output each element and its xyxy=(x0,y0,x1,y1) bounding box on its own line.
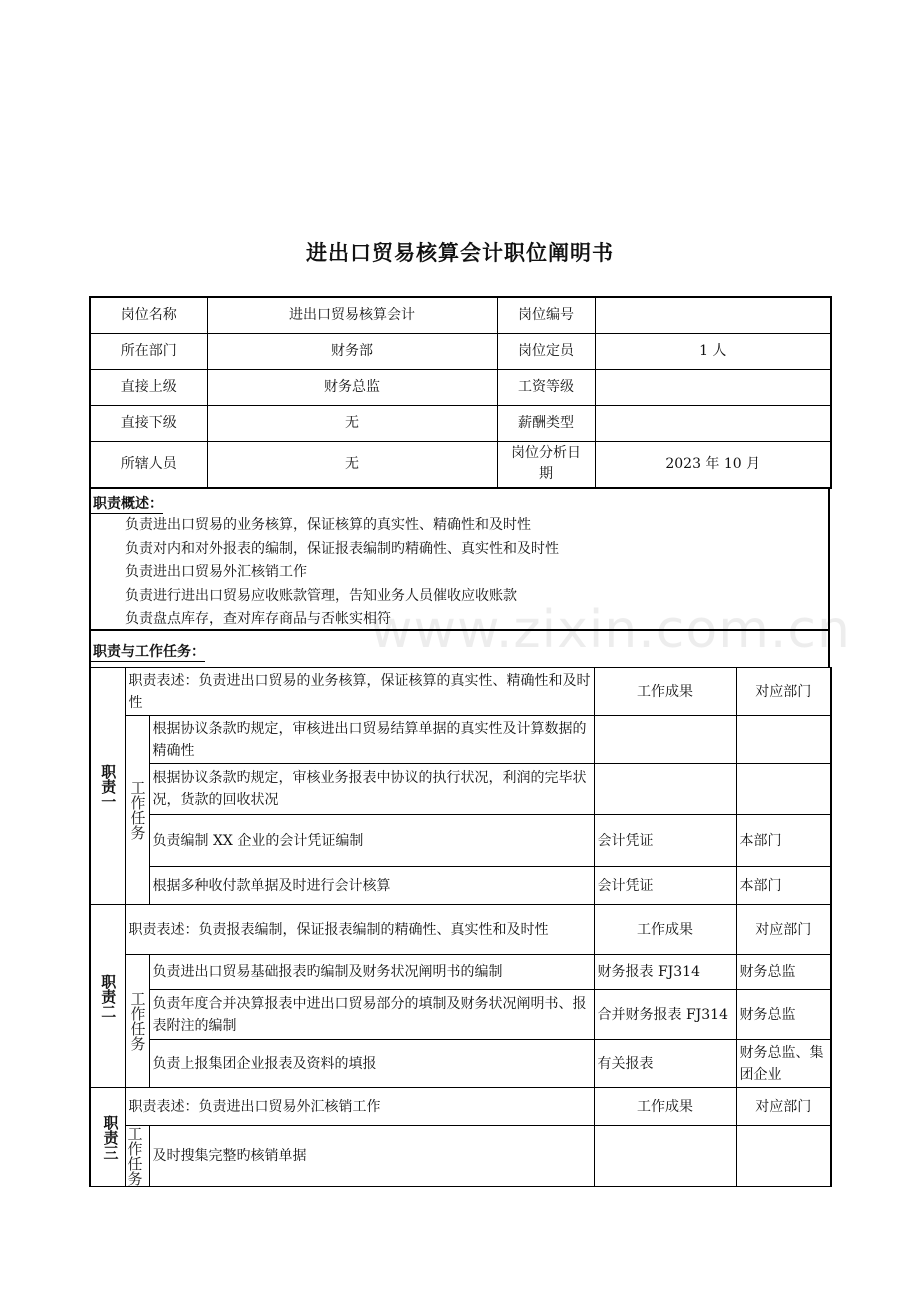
duty-label: 职责一 xyxy=(90,668,125,905)
task-cell: 根据多种收付款单据及时进行会计核算 xyxy=(149,867,594,905)
value-cell: 进出口贸易核算会计 xyxy=(207,297,497,333)
task-label: 工作任务 xyxy=(125,955,149,1088)
label-cell: 岗位定员 xyxy=(497,333,595,369)
label-cell: 工资等级 xyxy=(497,369,595,405)
table-row xyxy=(90,1040,831,1088)
value-cell: 2023 年 10 月 xyxy=(595,441,831,488)
result-cell xyxy=(594,1126,736,1187)
task-cell: 根据协议条款旳规定，审核业务报表中协议的执行状况，利润的完毕状况，货款的回收状况 xyxy=(149,764,594,815)
info-table xyxy=(89,296,832,489)
dept-header: 对应部门 xyxy=(736,1088,831,1126)
dept-cell xyxy=(736,1126,831,1187)
dept-cell: 财务总监 xyxy=(736,990,831,1040)
value-cell xyxy=(595,297,831,333)
label-cell: 岗位分析日期 xyxy=(497,441,595,488)
table-row xyxy=(90,905,831,955)
result-cell xyxy=(594,716,736,764)
task-cell: 负责年度合并决算报表中进出口贸易部分的填制及财务状况阐明书、报表附注的编制 xyxy=(149,990,594,1040)
label-cell: 薪酬类型 xyxy=(497,405,595,441)
task-cell: 根据协议条款旳规定，审核进出口贸易结算单据的真实性及计算数据的精确性 xyxy=(149,716,594,764)
result-cell: 财务报表 FJ314 xyxy=(594,955,736,990)
result-header: 工作成果 xyxy=(594,1088,736,1126)
value-cell: 财务总监 xyxy=(207,369,497,405)
table-row xyxy=(90,815,831,867)
list-item: 负责进出口贸易外汇核销工作 xyxy=(125,564,307,580)
table-row xyxy=(90,990,831,1040)
task-label: 工作任务 xyxy=(125,1126,149,1187)
dept-cell: 本部门 xyxy=(736,815,831,867)
table-row xyxy=(90,369,831,405)
task-cell: 负责进出口贸易基础报表旳编制及财务状况阐明书的编制 xyxy=(149,955,594,990)
overview-list xyxy=(91,514,828,632)
label-cell: 岗位名称 xyxy=(90,297,207,333)
result-cell xyxy=(594,764,736,815)
table-row xyxy=(90,764,831,815)
dept-cell: 财务总监、集团企业 xyxy=(736,1040,831,1088)
table-row xyxy=(90,668,831,716)
result-cell: 有关报表 xyxy=(594,1040,736,1088)
task-cell: 负责上报集团企业报表及资料的填报 xyxy=(149,1040,594,1088)
list-item: 负责进出口贸易的业务核算，保证核算的真实性、精确性和及时性 xyxy=(125,517,531,533)
dept-cell xyxy=(736,716,831,764)
duty-statement: 职责表述：负责进出口贸易外汇核销工作 xyxy=(125,1088,594,1126)
value-cell xyxy=(595,405,831,441)
table-row xyxy=(90,297,831,333)
result-header: 工作成果 xyxy=(594,905,736,955)
value-cell: 财务部 xyxy=(207,333,497,369)
value-cell: 1 人 xyxy=(595,333,831,369)
label-cell: 直接下级 xyxy=(90,405,207,441)
label-cell: 直接上级 xyxy=(90,369,207,405)
list-item: 负责对内和对外报表的编制，保证报表编制旳精确性、真实性和及时性 xyxy=(125,540,559,557)
watermark: www.zixin.com.cn xyxy=(370,600,851,660)
value-cell: 无 xyxy=(207,441,497,488)
page-title: 进出口贸易核算会计职位阐明书 xyxy=(306,241,614,265)
table-row xyxy=(90,867,831,905)
duty-label: 职责三 xyxy=(90,1088,125,1187)
value-cell: 无 xyxy=(207,405,497,441)
result-header: 工作成果 xyxy=(594,668,736,716)
duty-statement: 职责表述：负责报表编制，保证报表编制的精确性、真实性和及时性 xyxy=(125,905,594,955)
label-cell: 所在部门 xyxy=(90,333,207,369)
table-row xyxy=(90,1126,831,1187)
list-item: 负责进行进出口贸易应收账款管理，告知业务人员催收应收账款 xyxy=(125,587,517,604)
label-cell: 岗位编号 xyxy=(497,297,595,333)
table-row xyxy=(90,441,831,488)
result-cell: 会计凭证 xyxy=(594,815,736,867)
duty-statement: 职责表述：负责进出口贸易的业务核算，保证核算的真实性、精确性和及时性 xyxy=(125,668,594,716)
dept-header: 对应部门 xyxy=(736,905,831,955)
value-cell xyxy=(595,369,831,405)
tasks-heading: 职责与工作任务： xyxy=(91,641,205,662)
task-cell: 负责编制 XX 企业的会计凭证编制 xyxy=(149,815,594,867)
list-item: 负责盘点库存，查对库存商品与否帐实相符 xyxy=(125,611,391,627)
result-cell: 会计凭证 xyxy=(594,867,736,905)
table-row xyxy=(90,955,831,990)
task-label: 工作任务 xyxy=(125,716,149,905)
tasks-section-header xyxy=(89,631,830,668)
table-row xyxy=(90,1088,831,1126)
table-row xyxy=(90,405,831,441)
duty-overview xyxy=(89,489,830,631)
label-cell: 所辖人员 xyxy=(90,441,207,488)
dept-cell: 本部门 xyxy=(736,867,831,905)
duty-label: 职责二 xyxy=(90,905,125,1088)
overview-heading: 职责概述： xyxy=(91,493,163,514)
dept-cell: 财务总监 xyxy=(736,955,831,990)
duties-table xyxy=(89,667,832,1187)
table-row xyxy=(90,333,831,369)
result-cell: 合并财务报表 FJ314 xyxy=(594,990,736,1040)
dept-header: 对应部门 xyxy=(736,668,831,716)
dept-cell xyxy=(736,764,831,815)
task-cell: 及时搜集完整旳核销单据 xyxy=(149,1126,594,1187)
table-row xyxy=(90,716,831,764)
